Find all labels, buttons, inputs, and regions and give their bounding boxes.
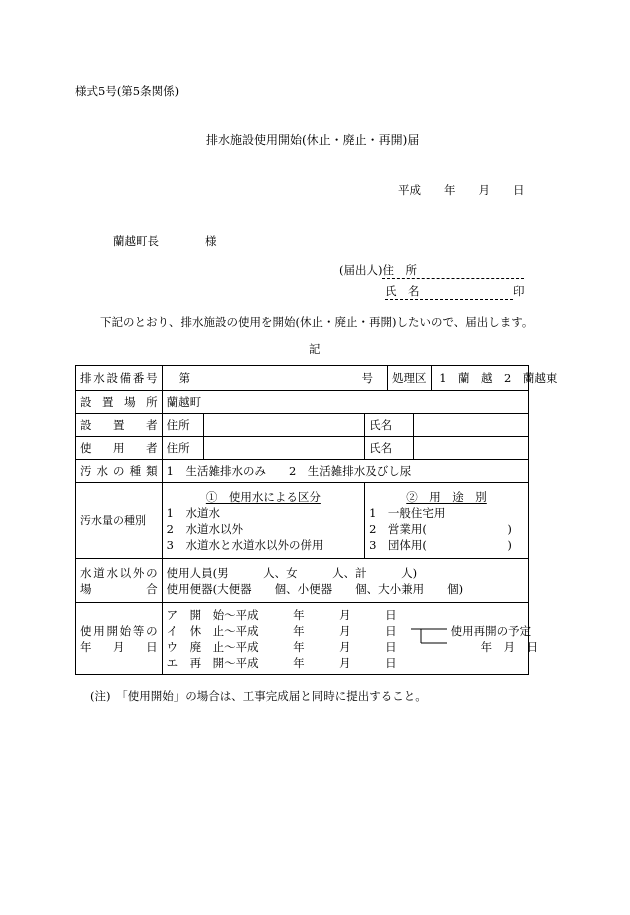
applicant-address-field[interactable] (382, 262, 524, 279)
form-number: 様式5号(第5条関係) (75, 84, 180, 98)
district-values[interactable]: 1 蘭 越 2 蘭越東 (439, 371, 558, 385)
reopen-schedule-label: 使用再開の予定 (450, 624, 532, 638)
dates-details (162, 603, 539, 675)
drainage-number-label: 排水設備番号 (76, 366, 163, 391)
user-address-field[interactable] (204, 437, 365, 460)
installer-address-field[interactable] (204, 414, 365, 437)
address-label: 住 所 (382, 263, 417, 277)
applicant-address-line (339, 262, 524, 279)
row-non-tap-water (76, 559, 529, 603)
date-line: 平成 年 月 日 (398, 183, 525, 197)
usage-section (365, 483, 529, 559)
water-source-option-1[interactable]: 1 水道水 (166, 505, 220, 520)
district-label: 処理区 (388, 366, 432, 390)
usage-option-2[interactable]: 2 営業用( ) (369, 521, 512, 536)
installer-name-field[interactable] (414, 414, 529, 437)
seal-mark: 印 (513, 284, 525, 298)
applicant-prefix: (届出人) (339, 263, 383, 277)
water-source-option-3[interactable]: 3 水道水と水道水以外の併用 (166, 537, 324, 552)
row-location (76, 391, 529, 414)
intro-text: 下記のとおり、排水施設の使用を開始(休止・廃止・再開)したいので、届出します。 (100, 315, 534, 329)
row-sewage-type (76, 460, 529, 483)
row-user (76, 437, 529, 460)
toilets-line[interactable]: 使用便器(大便器 個、小便器 個、大小兼用 個) (166, 581, 464, 596)
addressee: 蘭越町長 様 (113, 234, 217, 248)
name-label: 氏 名 (385, 284, 420, 298)
non-tap-water-label (76, 559, 163, 603)
water-source-section (162, 483, 364, 559)
sewage-volume-label: 汚水量の種別 (76, 483, 163, 559)
installer-label: 設 置 者 (76, 414, 163, 437)
district-cell (388, 366, 558, 391)
usage-option-3[interactable]: 3 団体用( ) (369, 537, 512, 552)
application-table (75, 365, 558, 675)
dai-label: 第 (178, 371, 191, 385)
applicant-name-field[interactable] (385, 283, 513, 300)
usage-option-1[interactable]: 1 一般住宅用 (369, 505, 446, 520)
reopen-schedule-date[interactable]: 年 月 日 (480, 640, 539, 654)
row-installer (76, 414, 529, 437)
sewage-type-label: 汚 水 の 種 類 (76, 460, 163, 483)
row-dates (76, 603, 529, 675)
usage-heading: ② 用 途 別 (406, 489, 487, 504)
document-title: 排水施設使用開始(休止・廃止・再開)届 (206, 133, 420, 147)
row-drainage-number (76, 366, 529, 391)
user-name-label: 氏名 (365, 437, 414, 460)
user-label: 使 用 者 (76, 437, 163, 460)
date-entry-start[interactable]: ア 開 始～平成 年 月 日 (166, 607, 397, 622)
location-value[interactable]: 蘭越町 (162, 391, 528, 414)
non-tap-water-label-line2: 場 合 (80, 581, 158, 596)
water-source-option-2[interactable]: 2 水道水以外 (166, 521, 243, 536)
date-entry-suspend[interactable]: イ 休 止～平成 年 月 日 (166, 623, 397, 638)
non-tap-water-details (162, 559, 528, 603)
dates-label-line2: 年 月 日 (80, 639, 158, 654)
ki-label: 記 (309, 342, 321, 356)
user-name-field[interactable] (414, 437, 529, 460)
go-label: 号 (361, 371, 374, 385)
bracket-connector (409, 625, 449, 645)
date-entry-reopen[interactable]: エ 再 開～平成 年 月 日 (166, 655, 397, 670)
row-sewage-volume (76, 483, 529, 559)
sewage-type-options[interactable]: 1 生活雑排水のみ 2 生活雑排水及びし尿 (162, 460, 528, 483)
user-address-label: 住所 (162, 437, 204, 460)
installer-address-label: 住所 (162, 414, 204, 437)
date-entry-abolish[interactable]: ウ 廃 止～平成 年 月 日 (166, 639, 397, 654)
applicant-name-line (385, 283, 525, 300)
non-tap-water-label-line1: 水道水以外の (80, 565, 158, 580)
location-label: 設 置 場 所 (76, 391, 163, 414)
footnote: (注) 「使用開始」の場合は、工事完成届と同時に提出すること。 (90, 689, 427, 703)
dates-label (76, 603, 163, 675)
dates-label-line1: 使用開始等の (80, 623, 158, 638)
persons-line[interactable]: 使用人員(男 人、女 人、計 人) (166, 565, 418, 580)
drainage-number-field[interactable] (162, 366, 387, 391)
water-source-heading: ① 使用水による区分 (205, 489, 321, 504)
installer-name-label: 氏名 (365, 414, 414, 437)
